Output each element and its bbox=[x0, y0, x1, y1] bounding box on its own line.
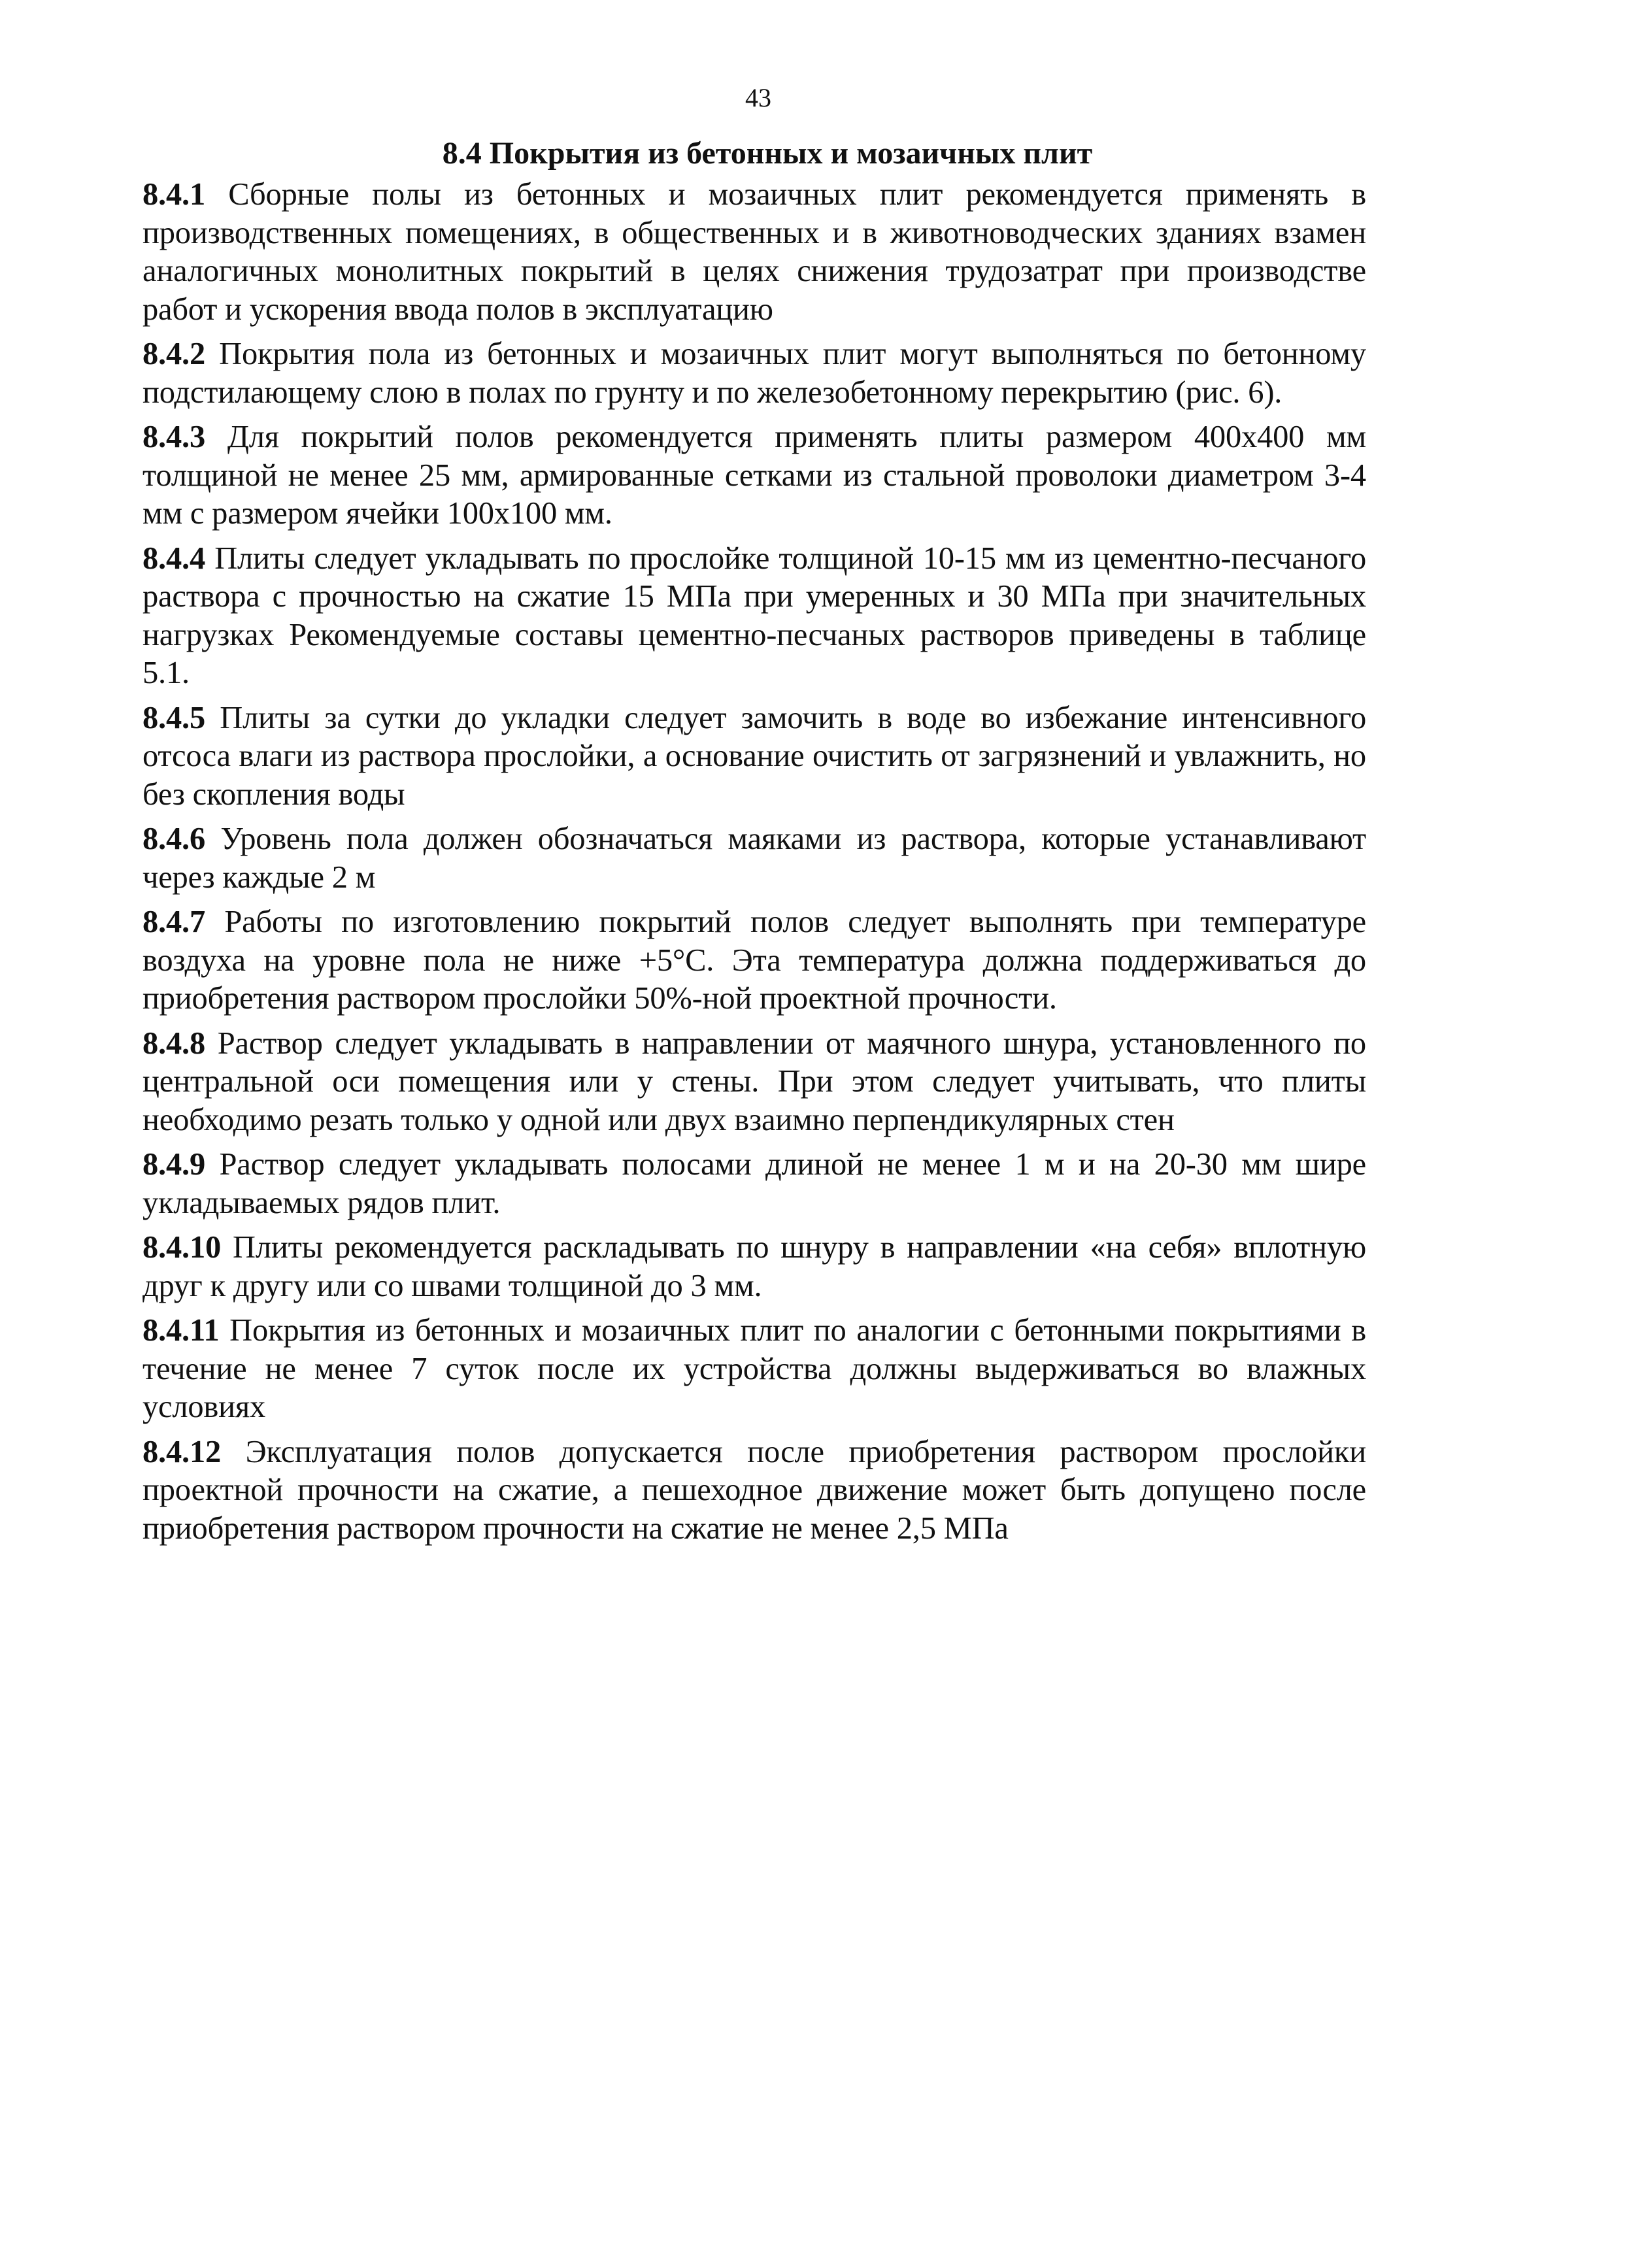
paragraph-8-4-7 bbox=[142, 903, 1366, 1018]
paragraph-number: 8.4.7 bbox=[142, 905, 206, 939]
paragraph-number: 8.4.5 bbox=[142, 700, 206, 735]
paragraph-text: Раствор следует укладывать полосами длиной не менее 1 м и на 20-30 мм шире укладываемых рядов плит. bbox=[142, 1147, 1366, 1220]
paragraph-number: 8.4.3 bbox=[142, 420, 206, 454]
paragraph-text: Раствор следует укладывать в направлении от маячного шнура, установленного по центральной оси помещения или у стены. При этом следует учитывать, что плиты необходимо резать только у одной или двух взаимно перпендикулярных стен bbox=[142, 1026, 1366, 1137]
paragraph-text: Покрытия из бетонных и мозаичных плит по аналогии с бетонными покрытиями в течение не менее 7 суток после их устройства должны выдерживаться во влажных условиях bbox=[142, 1313, 1366, 1424]
paragraph-text: Для покрытий полов рекомендуется применять плиты размером 400х400 мм толщиной не менее 25 мм, армированные сетками из стальной проволоки диаметром 3-4 мм с размером ячейки 100х100 мм. bbox=[142, 420, 1366, 531]
paragraph-8-4-12 bbox=[142, 1433, 1366, 1548]
paragraph-text: Работы по изготовлению покрытий полов следует выполнять при температуре воздуха на уровне пола не ниже +5°С. Эта температура должна поддерживаться до приобретения раствором прослойки 50%-ной проектной прочности. bbox=[142, 905, 1366, 1016]
paragraph-text: Плиты рекомендуется раскладывать по шнуру в направлении «на себя» вплотную друг к другу или со швами толщиной до 3 мм. bbox=[142, 1230, 1366, 1303]
paragraph-text: Плиты следует укладывать по прослойке толщиной 10-15 мм из цементно-песчаного раствора с прочностью на сжатие 15 МПа при умеренных и 30 МПа при значительных нагрузках Рекомендуемые составы цементно-песчаных растворов приведены в таблице 5.1. bbox=[142, 541, 1366, 690]
paragraph-text: Эксплуатация полов допускается после приобретения раствором прослойки проектной прочности на сжатие, а пешеходное движение может быть допущено после приобретения раствором прочности на сжатие не менее 2,5 МПа bbox=[142, 1434, 1366, 1546]
paragraph-number: 8.4.12 bbox=[142, 1434, 222, 1469]
paragraph-text: Сборные полы из бетонных и мозаичных плит рекомендуется применять в производственных помещениях, в общественных и в животноводческих зданиях взамен аналогичных монолитных покрытий в целях снижения трудозатрат при производстве работ и ускорения ввода полов в эксплуатацию bbox=[142, 177, 1366, 327]
paragraph-number: 8.4.1 bbox=[142, 177, 206, 212]
paragraph-8-4-10 bbox=[142, 1229, 1366, 1305]
paragraph-text: Уровень пола должен обозначаться маяками из раствора, которые устанавливают через каждые 2 м bbox=[142, 822, 1366, 895]
paragraph-number: 8.4.6 bbox=[142, 822, 206, 856]
paragraph-8-4-1 bbox=[142, 176, 1366, 329]
paragraph-8-4-5 bbox=[142, 699, 1366, 814]
paragraph-8-4-8 bbox=[142, 1025, 1366, 1140]
document-body bbox=[142, 134, 1366, 1554]
paragraph-number: 8.4.10 bbox=[142, 1230, 222, 1265]
paragraph-8-4-6 bbox=[142, 820, 1366, 897]
paragraph-text: Покрытия пола из бетонных и мозаичных плит могут выполняться по бетонному подстилающему слою в полах по грунту и по железобетонному перекрытию (рис. 6). bbox=[142, 337, 1366, 410]
paragraph-number: 8.4.9 bbox=[142, 1147, 206, 1182]
section-title: 8.4 Покрытия из бетонных и мозаичных плит bbox=[442, 136, 1093, 171]
paragraph-8-4-11 bbox=[142, 1312, 1366, 1427]
paragraph-8-4-3 bbox=[142, 418, 1366, 533]
page-number: 43 bbox=[745, 83, 771, 112]
paragraph-8-4-2 bbox=[142, 335, 1366, 412]
paragraph-8-4-4 bbox=[142, 540, 1366, 693]
paragraph-number: 8.4.11 bbox=[142, 1313, 220, 1348]
paragraph-number: 8.4.8 bbox=[142, 1026, 206, 1061]
paragraph-number: 8.4.2 bbox=[142, 337, 206, 371]
paragraph-text: Плиты за сутки до укладки следует замочить в воде во избежание интенсивного отсоса влаги из раствора прослойки, а основание очистить от загрязнений и увлажнить, но без скопления воды bbox=[142, 700, 1366, 812]
paragraph-number: 8.4.4 bbox=[142, 541, 206, 576]
paragraph-8-4-9 bbox=[142, 1146, 1366, 1222]
